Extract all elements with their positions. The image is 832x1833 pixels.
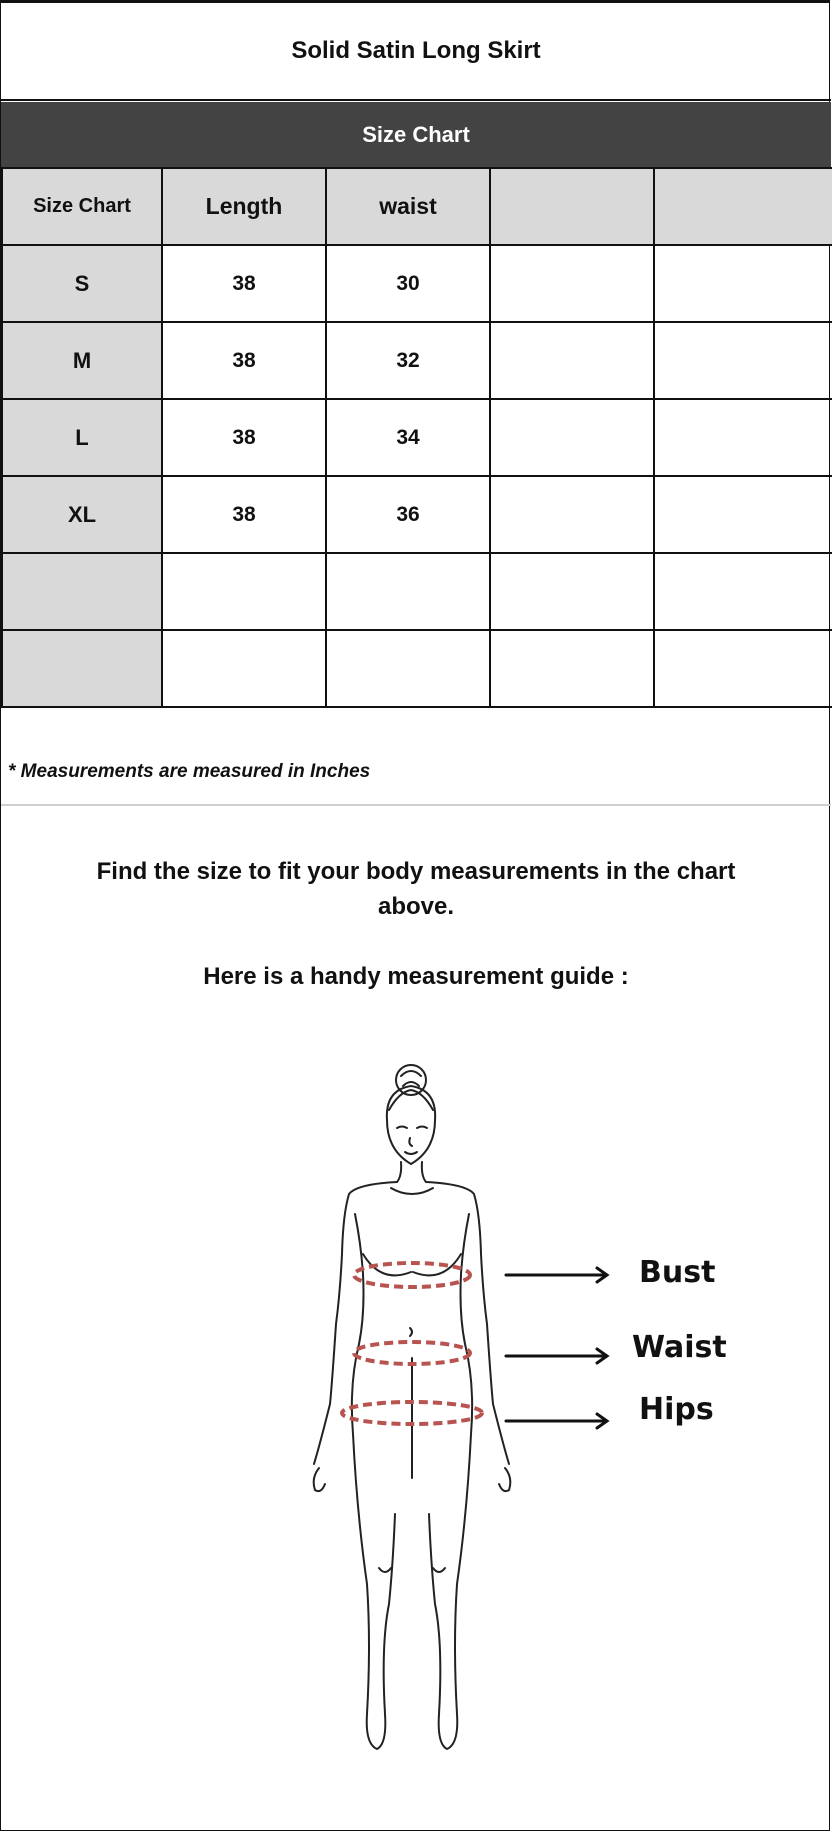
waist-label: Waist xyxy=(632,1330,727,1365)
waist-cell: 30 xyxy=(326,245,490,322)
head xyxy=(387,1086,435,1164)
waist-cell: 32 xyxy=(326,322,490,399)
section-divider xyxy=(1,804,831,806)
length-cell: 38 xyxy=(162,322,326,399)
size-cell: L xyxy=(2,399,162,476)
left-leg xyxy=(352,1214,395,1749)
hips-label: Hips xyxy=(639,1392,714,1427)
table-row xyxy=(2,245,832,322)
waist-cell: 34 xyxy=(326,399,490,476)
waist-cell: 36 xyxy=(326,476,490,553)
length-cell: 38 xyxy=(162,399,326,476)
waist-cell xyxy=(326,630,490,707)
right-leg xyxy=(429,1214,472,1749)
table-header-row xyxy=(2,168,832,245)
empty-cell xyxy=(654,399,832,476)
guide-instruction-line1: Find the size to fit your body measurements in the chart xyxy=(96,858,736,885)
empty-cell xyxy=(654,322,832,399)
column-header-empty xyxy=(490,168,654,245)
empty-cell xyxy=(490,399,654,476)
empty-cell xyxy=(490,245,654,322)
length-cell xyxy=(162,630,326,707)
column-header-empty xyxy=(654,168,832,245)
empty-cell xyxy=(490,476,654,553)
size-cell: M xyxy=(2,322,162,399)
size-cell: S xyxy=(2,245,162,322)
length-cell: 38 xyxy=(162,245,326,322)
bust-label: Bust xyxy=(639,1255,716,1290)
product-title: Solid Satin Long Skirt xyxy=(1,3,831,101)
empty-cell xyxy=(654,553,832,630)
bust-measure-loop xyxy=(354,1263,470,1287)
column-header-length: Length xyxy=(162,168,326,245)
callout-arrows xyxy=(501,1258,616,1438)
empty-cell xyxy=(654,245,832,322)
size-cell xyxy=(2,630,162,707)
table-row xyxy=(2,553,832,630)
table-row xyxy=(2,399,832,476)
table-row xyxy=(2,630,832,707)
empty-cell xyxy=(654,630,832,707)
length-cell xyxy=(162,553,326,630)
waist-cell xyxy=(326,553,490,630)
size-chart-heading: Size Chart xyxy=(1,102,831,167)
size-cell: XL xyxy=(2,476,162,553)
table-row xyxy=(2,322,832,399)
size-cell xyxy=(2,553,162,630)
guide-instruction-line2: above. xyxy=(377,893,455,920)
empty-cell xyxy=(490,322,654,399)
length-cell: 38 xyxy=(162,476,326,553)
measurement-unit-note: * Measurements are measured in Inches xyxy=(8,761,371,782)
empty-cell xyxy=(490,630,654,707)
column-header-size: Size Chart xyxy=(2,168,162,245)
empty-cell xyxy=(490,553,654,630)
table-row xyxy=(2,476,832,553)
column-header-waist: waist xyxy=(326,168,490,245)
empty-cell xyxy=(654,476,832,553)
size-table xyxy=(1,167,832,708)
guide-heading: Here is a handy measurement guide : xyxy=(203,963,629,990)
